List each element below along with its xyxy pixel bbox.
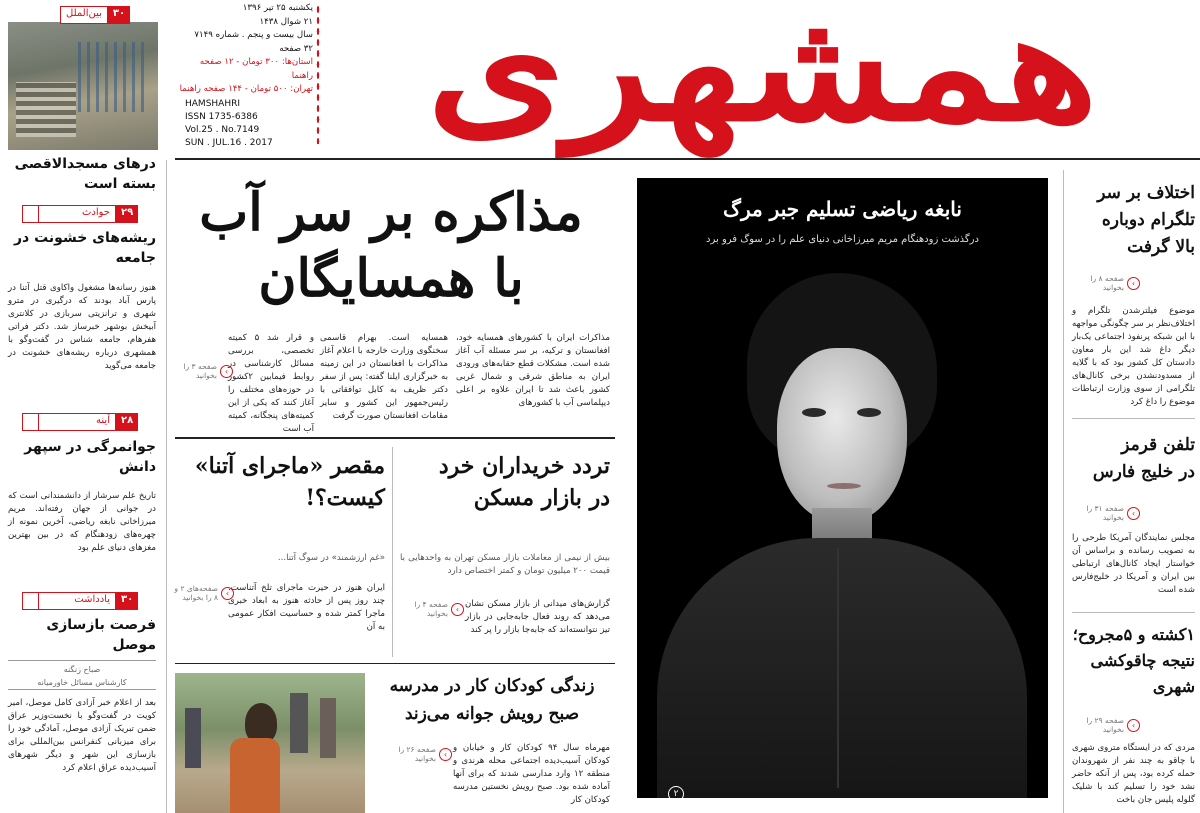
body-red-phone: مجلس نمایندگان آمریکا طرحی را به تصویب رسانده و براساس آن خواستار ایجاد کانال‌های ارتباطی بین ایران و آمریکا در خلیج‌فارس شده است	[1072, 533, 1195, 595]
left-col-divider	[166, 160, 167, 813]
mosque-photo	[8, 22, 158, 150]
mirzakhani-photo[interactable]	[637, 178, 1048, 798]
paper-name-en: HAMSHAHRI	[185, 99, 241, 109]
main-col3: و قرار شد ۵ کمیته تخصصی، بررسی مسائل کارشناسی در روابط فیمابین ۲کشور در حوزه‌های مختلف را آغاز کنند که یکی از این کمیته‌های پنجگانه، کمیته آب است	[228, 333, 314, 434]
headline-young-death[interactable]: جوانمرگی در سپهر دانش	[24, 439, 156, 475]
masthead-rule	[175, 158, 1200, 160]
volume: Vol.25 . No.7149	[185, 125, 260, 135]
main-ref[interactable]: › صفحه ۳ را بخوانید	[173, 362, 233, 380]
issn: ISSN 1735-6386	[185, 112, 258, 122]
headline-housing[interactable]: تردد خریداران خرد در بازار مسکن	[438, 453, 610, 511]
date-line: یکشنبه ۲۵ تیر ۱۳۹۶	[242, 3, 313, 13]
author-name: صباح زنگنه	[63, 665, 101, 674]
portrait-face	[777, 348, 907, 523]
body-telegram: موضوع فیلترشدن تلگرام و اختلاف‌نظر بر سر چگونگی مواجهه با این شبکه پرنفوذ اجتماعی یک‌بار دیگر داغ شد این بار معاون دادستان کل کشور بود که با گلایه از مسدودنشدن برخی کانال‌های تلگرامی از سوی وزارت ارتباطات موضوع را داغ کرد	[1072, 306, 1195, 407]
main-headline-line2: با همسایگان	[258, 248, 524, 309]
child-labor-ref[interactable]: › صفحه ۲۶ را بخوانید	[392, 745, 452, 763]
headline-stabbing[interactable]: ۱کشته و ۵مجروح؛ نتیجه چاقوکشی شهری	[1072, 625, 1195, 696]
kicker-incidents: ۲۹ حوادث	[22, 205, 138, 223]
headline-violence[interactable]: ریشه‌های خشونت در جامعه	[13, 230, 156, 266]
headline-mosul[interactable]: فرصت بازسازی موصل	[46, 617, 156, 653]
main-divider	[175, 437, 615, 439]
issue-line: سال بیست و پنجم . شماره ۷۱۴۹	[194, 30, 313, 40]
deck-mirzakhani: درگذشت زودهنگام مریم میرزاخانی دنیای علم را در سوگ فرو برد	[706, 234, 979, 245]
atena-ref[interactable]: › صفحه‌های ۲ و ۸ را بخوانید	[174, 584, 234, 602]
main-headline[interactable]	[176, 180, 606, 312]
date-en: SUN . JUL.16 . 2017	[185, 138, 273, 148]
kicker-opinion: ۳۰ یادداشت	[22, 592, 138, 610]
stabbing-ref[interactable]: › صفحه ۲۹ را بخوانید	[1080, 716, 1140, 734]
main-col2: همسایه است. بهرام قاسمی سخنگوی وزارت خارجه با اعلام آغاز مذاکرات با افغانستان در این زمینه به خبرگزاری ایلنا گفته: پس از سفر دکتر ظریف به کابل توافقاتی با رئیس‌جمهور این کشور و سایر مقامات افغانستان صورت گرفت	[320, 333, 448, 421]
children-photo	[175, 673, 365, 813]
body-violence: هنوز رسانه‌ها مشغول واکاوی قتل آتنا در پارس آباد بودند که درگیری در مترو شهری و ترانزیتی سربازی در کلانتری آبیخش بوشهر خبرساز شد. دکتر فراتی هفرهام، جامعه شناس در گفت‌وگو با همشهری درباره ریشه‌های خشونت در جامعه می‌گوید	[8, 283, 156, 371]
red-phone-ref[interactable]: › صفحه ۳۱ را بخوانید	[1080, 504, 1140, 522]
telegram-ref[interactable]: › صفحه ۸ را بخوانید	[1080, 274, 1140, 292]
housing-ref[interactable]: › صفحه ۴ را بخوانید	[404, 600, 464, 618]
right-rule-1	[1072, 418, 1195, 419]
price-provinces: استان‌ها: ۳۰۰ تومان - ۱۲ صفحه راهنما	[199, 57, 313, 81]
hijri-date-line: ۲۱ شوال ۱۴۳۸	[259, 16, 313, 27]
masthead-logo: همشهری	[426, 0, 1099, 155]
main-col1: مذاکرات ایران با کشورهای همسایه خود، افغانستان و ترکیه، بر سر مسئله آب آغاز شده است. مشکلات قطع حقابه‌های ورودی ایران به مناطق شرقی و شمال غربی کشور باعث شد تا ایران علاوه بر اعلی دیپلماسی آب با کشورهای	[456, 333, 610, 408]
right-col-divider	[1063, 170, 1064, 813]
portrait-shirt	[657, 538, 1027, 798]
headline-child-labor[interactable]: زندگی کودکان کار در مدرسه صبح رویش جوانه می‌زند	[389, 676, 595, 724]
headline-atena[interactable]: مقصر «ماجرای آتنا» کیست؟!	[194, 453, 385, 511]
body-young-death: تاریخ علم سرشار از دانشمندانی است که در جوانی از جهان رفته‌اند. مریم میرزاخانی نابغه ریاضی، آخرین نمونه از چهره‌های زودهنگام که در بین بهترین مغزهای دنیای علم بود	[8, 491, 156, 553]
headline-mirzakhani[interactable]: نابغه ریاضی تسلیم جبر مرگ	[723, 197, 962, 221]
deck-housing: بیش از نیمی از معاملات بازار مسکن تهران به واحدهایی با قیمت ۲۰۰ میلیون تومان و کمتر اختصاص دارد	[400, 553, 610, 576]
body-mosul: بعد از اعلام خبر آزادی کامل موصل، امیر کویت در گفت‌وگو با نخست‌وزیر عراق ضمن تبریک آزادی موصل، آمادگی خود را برای میزبانی کنفرانس بین‌المللی برای بازسازی این شهر و دیگر شهرهای آسیب‌دیده عراق اعلام کرد	[8, 698, 156, 773]
headline-aqsa[interactable]: درهای مسجدالاقصی بسته است	[14, 156, 156, 192]
story-divider	[392, 447, 393, 657]
author-title: کارشناس مسائل خاورمیانه	[37, 678, 127, 687]
page-ref-icon: ›	[220, 365, 233, 378]
headline-telegram[interactable]: اختلاف بر سر تلگرام دوباره بالا گرفت	[1097, 183, 1195, 257]
body-child-labor: مهرماه سال ۹۴ کودکان کار و خیابان و کودکان آسیب‌دیده اجتماعی محله هرندی و منطقه ۱۲ وارد مدارسی شدند که برای آنها آماده شده بود. صبح رویش نخستین مدرسه کودکان کار	[453, 743, 611, 805]
headline-red-phone[interactable]: تلفن قرمز در خلیج فارس	[1092, 435, 1195, 482]
lower-divider	[175, 663, 615, 664]
kicker-intl: ۳۰ بین‌الملل	[60, 6, 130, 24]
price-tehran: تهران: ۵۰۰ تومان - ۱۴۴ صفحه راهنما	[179, 84, 313, 94]
body-stabbing: مردی که در ایستگاه متروی شهری با چاقو به چند نفر از شهروندان حمله کرده بود، پس از آنکه حاضر نشد خود را تسلیم کند با شلیک گلوله پلیس جان باخت	[1072, 743, 1195, 805]
right-rule-2	[1072, 612, 1195, 613]
kicker-mirror: ۲۸ آینه	[22, 413, 138, 431]
author-box	[8, 660, 156, 690]
pages-line: ۳۲ صفحه	[279, 43, 313, 54]
photo-page-number: ۲	[668, 786, 684, 802]
body-housing: گزارش‌های میدانی از بازار مسکن نشان می‌دهد که روند فعال جابه‌جایی در بازار تیز نتوانسته‌اند که جابه‌جا بازار را پر کند	[465, 599, 610, 635]
body-atena: ایران هنوز در حیرت ماجرای تلخ آتناست. چند روز پس از حادثه هنوز به ابعاد خبری ماجرا کمتر شده و حساسیت افکار عمومی به آن	[228, 583, 385, 632]
deck-atena: «غم ارزشمند» در سوگ آتنا...	[277, 553, 385, 563]
main-headline-line1: مذاکره بر سر آب	[199, 182, 583, 243]
